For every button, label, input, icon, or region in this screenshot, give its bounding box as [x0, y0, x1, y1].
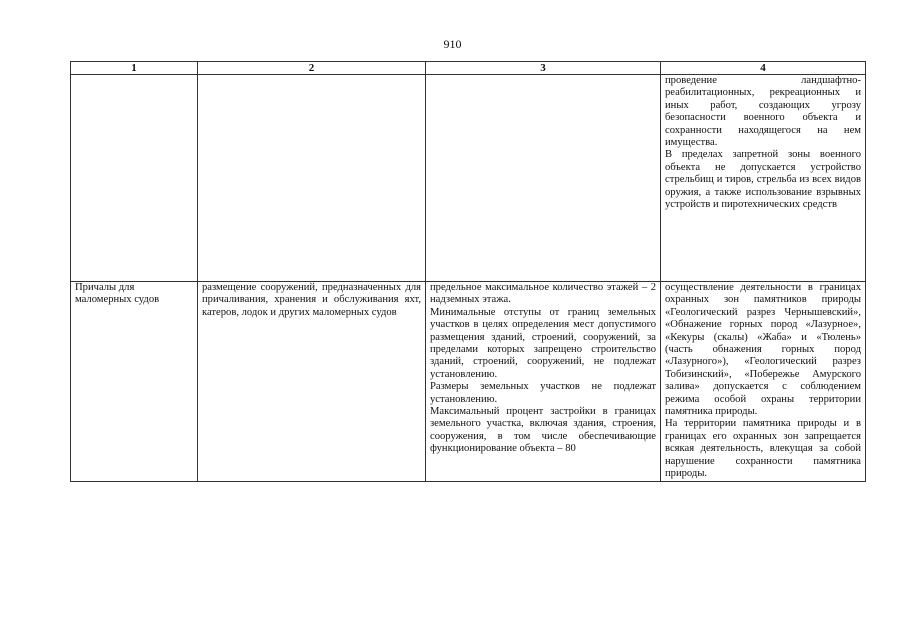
cell-empty-3	[426, 75, 661, 282]
paragraph: В пределах запретной зоны военного объекта не допускается устройство стрельбищ и тиров, стрельба из всех видов оружия, а также использование взрывных устройств и пиротехнических средств	[665, 149, 861, 211]
column-header-4: 4	[661, 62, 866, 75]
page-number: 910	[443, 37, 462, 51]
table-row-piers	[71, 282, 866, 482]
regulations-table	[70, 61, 866, 482]
paragraph: предельное максимальное количество этажей – 2 надземных этажа.	[430, 282, 656, 306]
column-header-2: 2	[198, 62, 426, 75]
table-row-continuation	[71, 75, 866, 282]
paragraph: проведение ландшафтно-реабилитационных, рекреационных и иных работ, создающих угрозу безопасности военного объекта и сохранности находящегося на нем имущества.	[665, 75, 861, 149]
paragraph: осуществление деятельности в границах охранных зон памятников природы «Геологический разрез Чернышевский», «Обнажение горных пород «Лазурное», «Кекуры (скалы) «Жаба» и «Тюлень» (часть обнажения горных пород «Лазурного»), «Геологический разрез Тобизинский», «Побережье Амурского залива» допускается с соблюдением режима особой охраны территории памятника природы.	[665, 282, 861, 418]
cell-restrictions-continued	[661, 75, 866, 282]
cell-empty-2	[198, 75, 426, 282]
cell-use-type	[71, 282, 198, 482]
paragraph: Максимальный процент застройки в границах земельного участка, включая здания, строения, сооружения, в том числе обеспечивающие функционирование объекта – 80	[430, 406, 656, 455]
use-type-label: Причалы для маломерных судов	[75, 282, 160, 306]
paragraph: На территории памятника природы и в границах его охранных зон запрещается всякая деятельность, влекущая за собой нарушение сохранности памятника природы.	[665, 418, 861, 480]
paragraph: Минимальные отступы от границ земельных участков в целях определения мест допустимого размещения зданий, строений, сооружений, за пределами которых запрещено строительство зданий, строений, сооружений, не подлежат установлению.	[430, 306, 656, 380]
use-description: размещение сооружений, предназначенных для причаливания, хранения и обслуживания яхт, катеров, лодок и других маломерных судов	[202, 282, 421, 318]
cell-use-description	[198, 282, 426, 482]
cell-restrictions	[661, 282, 866, 482]
paragraph: Размеры земельных участков не подлежат установлению.	[430, 381, 656, 405]
cell-parameters	[426, 282, 661, 482]
column-header-1: 1	[71, 62, 198, 75]
table-header-row	[71, 62, 866, 75]
column-header-3: 3	[426, 62, 661, 75]
cell-empty-1	[71, 75, 198, 282]
